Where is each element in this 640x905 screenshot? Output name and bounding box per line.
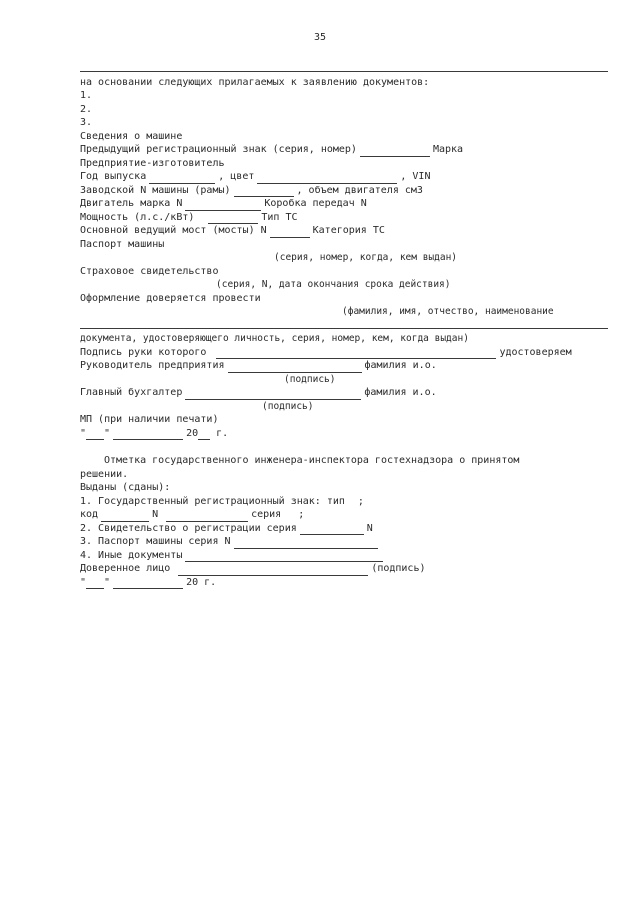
year-label: Год выпуска [80,171,147,182]
top-rule [80,62,608,72]
code-field[interactable] [101,511,149,522]
intro-text: на основании следующих прилагаемых к заявлению документов: [80,76,430,88]
passport-label: Паспорт машины [80,238,165,250]
trusted-field[interactable] [178,565,368,576]
entrust-label: Оформление доверяется провести [80,292,261,304]
date-year-field[interactable] [198,429,210,440]
factory-row [80,184,608,198]
brand-label: Марка [432,144,464,155]
inspector-note-line2: решении. [80,468,129,480]
engine-row [80,197,608,211]
date-month-field[interactable] [113,429,183,440]
director-sign-field[interactable] [228,362,362,373]
passport-row [80,238,608,252]
code-semicolon: ; [298,509,305,520]
cert-series-field[interactable] [300,524,364,535]
category-label: Категория ТС [312,225,385,236]
axle-row [80,224,608,238]
accountant-row [80,386,608,400]
manufacturer-row [80,157,608,171]
inspector-date-open-quote: " [80,576,87,588]
trusted-signature-label: (подпись) [371,563,426,574]
volume-label: , объем двигателя [296,184,399,196]
director-sign-caption: (подпись) [284,373,336,385]
inspector-date-day-field[interactable] [86,578,104,589]
code-series-label: серия [251,509,282,520]
form-body [80,62,608,589]
document-item-3: 3. [80,117,93,128]
power-field[interactable] [208,213,258,224]
vehicle-heading: Сведения о машине [80,130,183,142]
vin-label: , VIN [400,171,431,182]
accountant-sign-caption: (подпись) [262,400,314,412]
code-n-label: N [152,509,159,520]
engine-label: Двигатель марка N [80,198,183,209]
volume-unit: см3 [404,184,423,196]
color-label: , цвет [218,171,255,182]
date-row [80,427,608,441]
id-doc-field[interactable] [80,319,608,329]
id-doc-caption: документа, удостоверяющего личность, серия, номер, кем, когда выдан) [80,333,469,344]
type-label: Тип ТС [261,211,298,223]
power-label: Мощность (л.с./кВт) [80,211,195,223]
passport-series-field[interactable] [234,538,378,549]
item1-semicolon: ; [357,495,364,507]
sign-of-label: Подпись руки которого [80,346,207,358]
passport-caption: (серия, номер, когда, кем выдан) [274,252,458,263]
inspector-date-row [80,576,608,590]
item3-label: 3. Паспорт машины серия N [80,536,231,547]
date-day-field[interactable] [86,429,104,440]
certified-label: удостоверяем [499,346,572,358]
date-open-quote: " [80,427,87,439]
director-label: Руководитель предприятия [80,360,225,371]
top-rule-line [80,62,608,76]
sign-of-field[interactable] [216,348,496,359]
code-number-field[interactable] [166,511,248,522]
director-row [80,359,608,373]
date-year-suffix: г. [216,427,229,439]
entrust-caption: (фамилия, имя, отчество, наименование [342,306,554,317]
other-docs-field[interactable] [185,551,383,562]
date-year-prefix: 20 [186,427,199,439]
issued-heading: Выданы (сданы): [80,482,171,493]
engine-field[interactable] [185,200,261,211]
prev-reg-row [80,143,608,157]
id-doc-line [80,319,608,333]
prev-reg-label: Предыдущий регистрационный знак (серия, номер) [80,144,357,155]
power-row [80,211,608,225]
year-field[interactable] [149,173,215,184]
director-fio: фамилия и.о. [364,360,437,371]
factory-no-label: Заводской N машины (рамы) [80,184,231,196]
entrust-row [80,292,608,306]
sign-row [80,346,608,360]
accountant-sign-field[interactable] [185,389,361,400]
inspector-note-line1: Отметка государственного инженера-инспектора гостехнадзора о принятом [104,455,520,466]
year-row [80,170,608,184]
item3-row [80,535,608,549]
factory-no-field[interactable] [234,186,294,197]
item1-row [80,495,608,509]
accountant-fio: фамилия и.о. [364,387,437,398]
axle-label: Основной ведущий мост (мосты) N [80,225,267,236]
item2-n-label: N [366,522,373,534]
axle-field[interactable] [270,227,310,238]
insurance-caption: (серия, N, дата окончания срока действия) [216,279,451,290]
prev-reg-field[interactable] [360,146,430,157]
accountant-label: Главный бухгалтер [80,387,183,398]
manufacturer-label: Предприятие-изготовитель [80,157,225,169]
page-number: 35 [313,32,327,43]
inspector-date-year: 20 г. [186,576,217,588]
item2-row [80,522,608,536]
color-field[interactable] [257,173,397,184]
trusted-row [80,562,608,576]
item4-label: 4. Иные документы [80,549,183,561]
code-row [80,508,608,522]
item1-label: 1. Государственный регистрационный знак: тип [80,495,345,507]
insurance-label: Страховое свидетельство [80,265,219,277]
document-item-2: 2. [80,103,93,115]
item2-label: 2. Свидетельство о регистрации серия [80,522,297,534]
inspector-date-close-quote: " [104,576,111,588]
document-item-1: 1. [80,90,93,101]
trusted-label: Доверенное лицо [80,563,171,574]
date-close-quote: " [104,427,111,439]
inspector-date-month-field[interactable] [113,578,183,589]
code-label: код [80,509,99,520]
stamp-label: МП (при наличии печати) [80,414,219,425]
item4-row [80,549,608,563]
gearbox-label: Коробка передач N [264,198,367,209]
insurance-row [80,265,608,279]
